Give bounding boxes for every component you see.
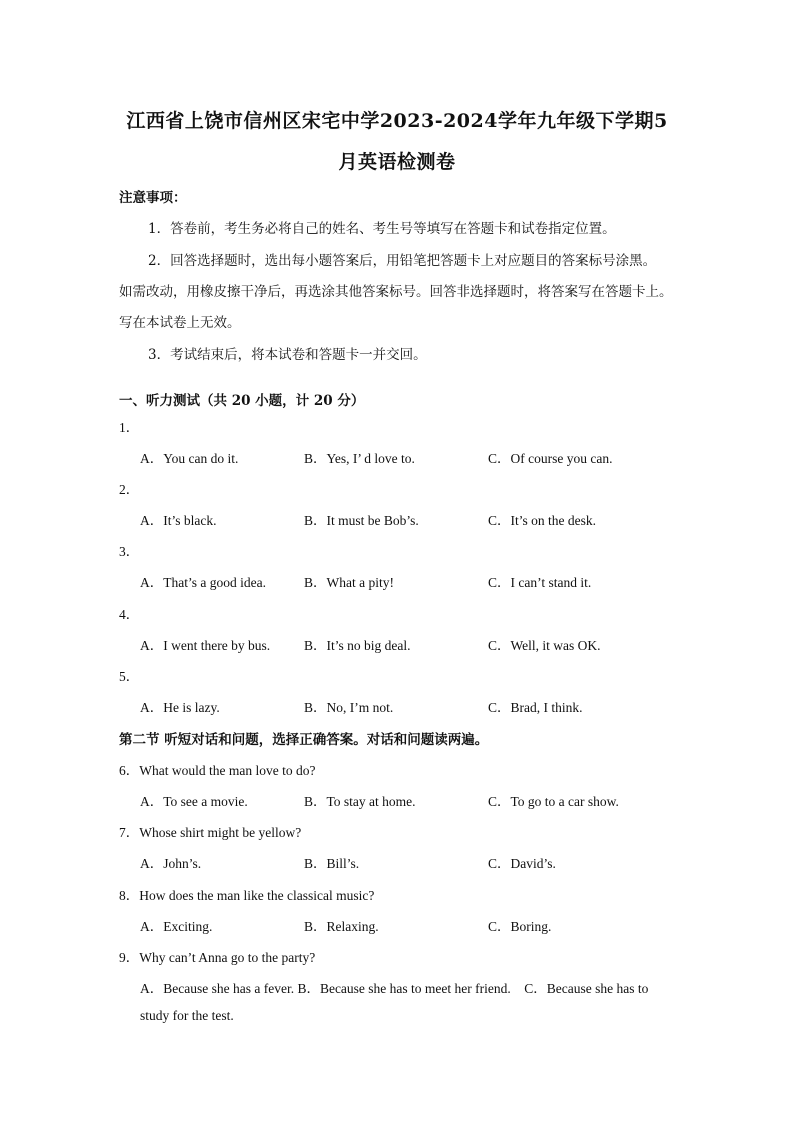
question-text: 8．How does the man like the classical music? [119,888,375,903]
option-a: A．It’s black. [140,513,217,528]
option-a: A．You can do it. [140,451,239,466]
option-a: A．That’s a good idea. [140,575,266,590]
option-c: C．Boring. [488,919,552,934]
section-1-heading: 一、听力测试（共 20 小题，计 20 分） [119,393,365,409]
option-c: C．David’s. [488,856,556,871]
section-2-heading: 第二节 听短对话和问题，选择正确答案。对话和问题读两遍。 [119,732,489,748]
question-number: 1． [119,420,140,435]
title-line-2: 月英语检测卷 [338,151,456,173]
option-c: C．It’s on the desk. [488,513,596,528]
notice-heading: 注意事项： [119,190,187,206]
option-a: A．I went there by bus. [140,638,271,653]
question-number: 5． [119,669,140,684]
question-text: 7．Whose shirt might be yellow? [119,825,302,840]
option-a: A．He is lazy. [140,700,220,715]
option-b: B．It’s no big deal. [304,638,411,653]
option-b: B．No, I’m not. [304,700,394,715]
option-c: C．Well, it was OK. [488,638,601,653]
option-c: C．Of course you can. [488,451,613,466]
option-c: C．To go to a car show. [488,794,619,809]
option-b: B．It must be Bob’s. [304,513,419,528]
option-b: B．Bill’s. [304,856,360,871]
option-b: B．What a pity! [304,575,394,590]
title-line-1: 江西省上饶市信州区宋宅中学2023-2024学年九年级下学期5 [126,110,668,132]
question-number: 3． [119,544,140,559]
option-a: A．To see a movie. [140,794,248,809]
notice-item-2: 2．回答选择题时，选出每小题答案后，用铅笔把答题卡上对应题目的答案标号涂黑。 [148,253,657,269]
question-text: 9．Why can’t Anna go to the party? [119,950,316,965]
option-a: A．Exciting. [140,919,213,934]
question-number: 2． [119,482,140,497]
options-line: A．Because she has a fever. B．Because she has to meet her friend. C．Because she has to [140,981,649,996]
option-b: B．To stay at home. [304,794,416,809]
option-b: B．Relaxing. [304,919,379,934]
option-b: B．Yes, I’ d love to. [304,451,415,466]
notice-item-2-cont: 如需改动，用橡皮擦干净后，再选涂其他答案标号。回答非选择题时，将答案写在答题卡上。 [119,284,673,300]
option-c: C．Brad, I think. [488,700,583,715]
option-c: C．I can’t stand it. [488,575,592,590]
notice-item-1: 1．答卷前，考生务必将自己的姓名、考生号等填写在答题卡和试卷指定位置。 [148,221,616,237]
question-text: 6．What would the man love to do? [119,763,316,778]
notice-item-3: 3．考试结束后，将本试卷和答题卡一并交回。 [148,347,427,363]
option-a: A．John’s. [140,856,202,871]
question-number: 4． [119,607,140,622]
options-continuation: study for the test. [140,1008,234,1023]
notice-item-2-cont2: 写在本试卷上无效。 [119,315,241,331]
